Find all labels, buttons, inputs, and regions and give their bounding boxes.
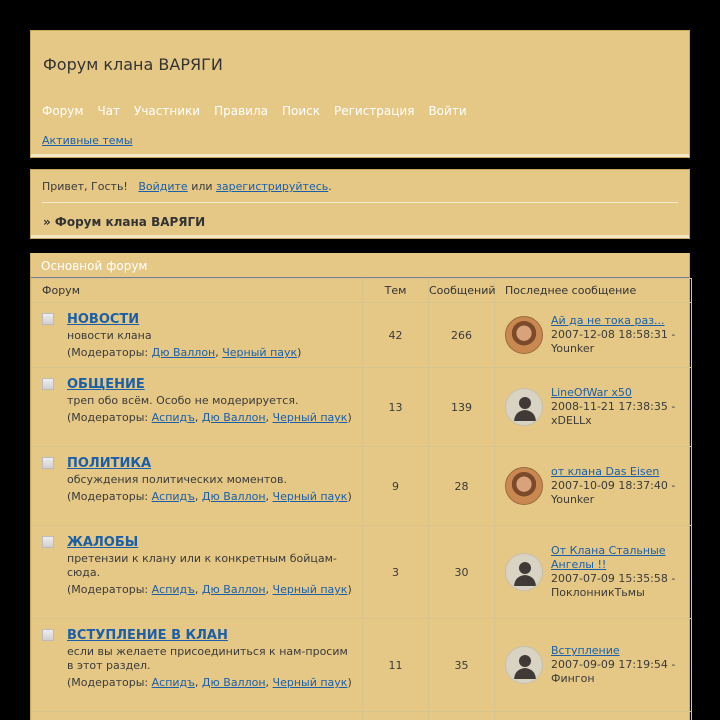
- topics-count: 13: [363, 368, 429, 447]
- forum-header: [30, 30, 690, 158]
- or-text: или: [191, 180, 213, 193]
- posts-count: 28: [429, 447, 495, 526]
- topics-count: 42: [363, 303, 429, 368]
- moderator-link[interactable]: Дю Валлон: [201, 583, 266, 596]
- last-post-cell: [495, 619, 692, 712]
- last-post-cell: [495, 368, 692, 447]
- mods-suffix: ): [297, 346, 302, 359]
- moderator-link[interactable]: Дю Валлон: [201, 676, 266, 689]
- moderators: (Модераторы: Аспидъ, Дю Валлон, Черный паук): [67, 583, 352, 596]
- moderator-link[interactable]: Дю Валлон: [201, 411, 266, 424]
- table-row: [32, 619, 692, 712]
- forum-info-cell: [32, 526, 363, 619]
- posts-count: 139: [429, 368, 495, 447]
- moderator-link[interactable]: Аспидъ: [151, 583, 195, 596]
- nav-rules[interactable]: Правила: [214, 104, 268, 118]
- last-post-user: Фингон: [551, 672, 595, 685]
- moderator-link[interactable]: Аспидъ: [151, 676, 195, 689]
- last-post-time: 2007-09-09 17:19:54 -: [551, 658, 676, 671]
- last-post-cell: [495, 526, 692, 619]
- moderators: (Модераторы: Аспидъ, Дю Валлон, Черный паук): [67, 411, 352, 424]
- forum-status-icon: [42, 378, 54, 390]
- forum-status-icon: [42, 457, 54, 469]
- last-post-link[interactable]: От Клана Стальные Ангелы !!: [551, 544, 666, 571]
- forum-table: [31, 278, 692, 720]
- mods-suffix: ): [347, 676, 352, 689]
- posts-count: 30: [429, 526, 495, 619]
- moderator-link[interactable]: Аспидъ: [151, 490, 195, 503]
- nav-forum[interactable]: Форум: [42, 104, 84, 118]
- last-post-time: 2007-07-09 15:35:58 -: [551, 572, 676, 585]
- last-post-cell: [495, 447, 692, 526]
- last-post-link[interactable]: Ай да не тока раз...: [551, 314, 665, 327]
- last-post-user: xDELLx: [551, 414, 592, 427]
- moderator-link[interactable]: Черный паук: [222, 346, 298, 359]
- moderator-link[interactable]: Черный паук: [272, 490, 348, 503]
- last-post-time: 2008-11-21 17:38:35 -: [551, 400, 676, 413]
- table-row: [32, 303, 692, 368]
- moderator-link[interactable]: Дю Валлон: [151, 346, 216, 359]
- forum-info-cell: [32, 619, 363, 712]
- forum-description: если вы желаете присоединиться к нам-просим в этот раздел.: [67, 645, 348, 672]
- dot-text: .: [328, 180, 332, 193]
- greeting-text: Привет, Гость!: [42, 180, 128, 193]
- last-post-time: 2007-10-09 18:37:40 -: [551, 479, 676, 492]
- avatar[interactable]: [505, 467, 543, 505]
- forum-info-cell: [32, 368, 363, 447]
- nav-register[interactable]: Регистрация: [333, 104, 415, 118]
- topics-count: 11: [363, 619, 429, 712]
- last-post-user: Younker: [551, 493, 595, 506]
- table-row: [32, 526, 692, 619]
- mods-prefix: (Модераторы:: [67, 490, 152, 503]
- welcome-panel: [30, 169, 690, 239]
- col-last-post: Последнее сообщение: [495, 279, 692, 303]
- forum-description: новости клана: [67, 329, 152, 342]
- divider: [42, 202, 678, 203]
- forum-status-icon: [42, 629, 54, 641]
- table-row: [32, 447, 692, 526]
- table-header-row: [32, 279, 692, 303]
- topics-count: 9: [363, 447, 429, 526]
- last-post-user: Younker: [551, 342, 595, 355]
- last-post-time: 2007-12-08 18:58:31 -: [551, 328, 676, 341]
- forum-info-cell: [32, 303, 363, 368]
- forum-name-link[interactable]: ОБЩЕНИЕ: [67, 377, 145, 392]
- login-link[interactable]: Войдите: [138, 180, 188, 193]
- active-topics-link[interactable]: Активные темы: [42, 134, 133, 147]
- forum-name-link[interactable]: НОВОСТИ: [67, 312, 140, 327]
- moderator-link[interactable]: Черный паук: [272, 411, 348, 424]
- nav-chat[interactable]: Чат: [97, 104, 121, 118]
- forum-description: треп обо всём. Особо не модерируется.: [67, 394, 299, 407]
- moderator-link[interactable]: Черный паук: [272, 583, 348, 596]
- forum-status-icon: [42, 313, 54, 325]
- col-topics: Тем: [363, 279, 429, 303]
- moderator-link[interactable]: Аспидъ: [151, 411, 195, 424]
- avatar[interactable]: [505, 316, 543, 354]
- last-post-link[interactable]: от клана Das Eisen: [551, 465, 660, 478]
- mods-suffix: ): [347, 411, 352, 424]
- moderator-link[interactable]: Дю Валлон: [201, 490, 266, 503]
- forum-description: обсуждения политических моментов.: [67, 473, 287, 486]
- avatar[interactable]: [505, 646, 543, 684]
- mods-prefix: (Модераторы:: [67, 346, 152, 359]
- last-post-user: ПоклонникТьмы: [551, 586, 645, 599]
- nav-members[interactable]: Участники: [134, 104, 201, 118]
- forum-name-link[interactable]: ВСТУПЛЕНИЕ В КЛАН: [67, 628, 228, 643]
- category-title: Основной форум: [31, 253, 689, 278]
- welcome-line: [42, 180, 332, 193]
- mods-prefix: (Модераторы:: [67, 676, 152, 689]
- col-forum: Форум: [32, 279, 363, 303]
- posts-count: 266: [429, 303, 495, 368]
- nav-login[interactable]: Войти: [428, 104, 467, 118]
- topics-count: 3: [363, 526, 429, 619]
- table-row: [32, 712, 692, 720]
- divider: [31, 235, 689, 238]
- last-post-cell: [495, 303, 692, 368]
- divider: [31, 154, 689, 157]
- mods-prefix: (Модераторы:: [67, 583, 152, 596]
- last-post-link[interactable]: LineOfWar x50: [551, 386, 632, 399]
- avatar[interactable]: [505, 388, 543, 426]
- register-link[interactable]: зарегистрируйтесь: [216, 180, 329, 193]
- forum-name-link[interactable]: ПОЛИТИКА: [67, 456, 152, 471]
- moderators: (Модераторы: Дю Валлон, Черный паук): [67, 346, 302, 359]
- last-post-link[interactable]: Вступление: [551, 644, 620, 657]
- nav-search[interactable]: Поиск: [281, 104, 320, 118]
- avatar[interactable]: [505, 553, 543, 591]
- forum-info-cell: [32, 447, 363, 526]
- mods-prefix: (Модераторы:: [67, 411, 152, 424]
- moderators: (Модераторы: Аспидъ, Дю Валлон, Черный паук): [67, 490, 352, 503]
- col-posts: Сообщений: [429, 279, 495, 303]
- mods-suffix: ): [347, 490, 352, 503]
- forum-list: [30, 253, 690, 720]
- page-title: Форум клана ВАРЯГИ: [43, 55, 223, 74]
- forum-status-icon: [42, 536, 54, 548]
- mods-suffix: ): [347, 583, 352, 596]
- main-nav: [42, 104, 467, 118]
- table-row: [32, 368, 692, 447]
- moderators: (Модераторы: Аспидъ, Дю Валлон, Черный паук): [67, 676, 352, 689]
- breadcrumb: » Форум клана ВАРЯГИ: [43, 215, 206, 229]
- moderator-link[interactable]: Черный паук: [272, 676, 348, 689]
- forum-name-link[interactable]: ЖАЛОБЫ: [67, 535, 139, 550]
- forum-description: претензии к клану или к конкретным бойцам-сюда.: [67, 552, 337, 579]
- posts-count: 35: [429, 619, 495, 712]
